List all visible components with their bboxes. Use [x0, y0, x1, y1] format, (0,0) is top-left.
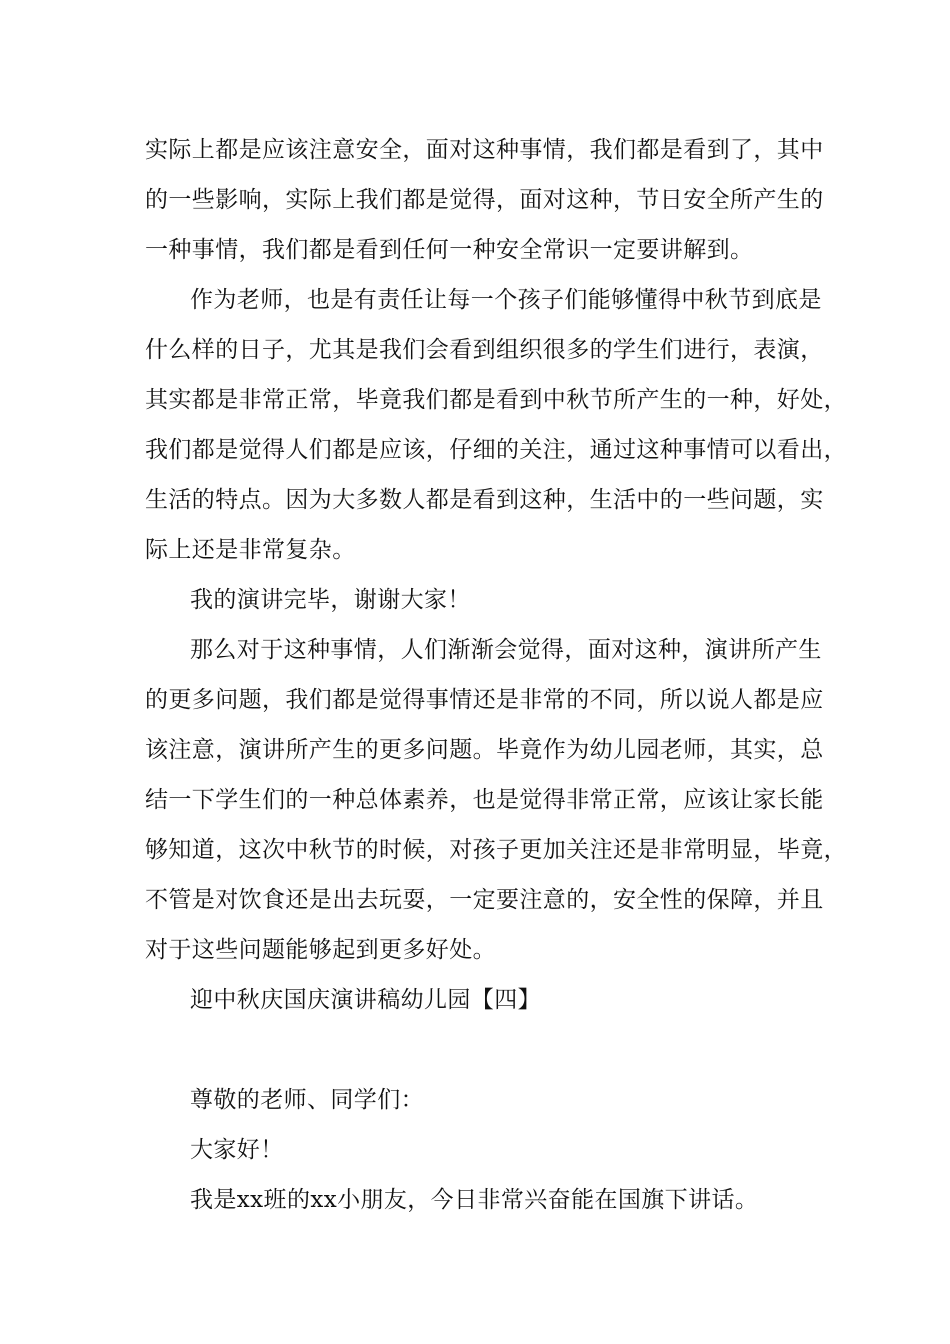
text-line: 对于这些问题能够起到更多好处。 — [145, 937, 496, 963]
text-line: 够知道，这次中秋节的时候，对孩子更加关注还是非常明显，毕竟， — [145, 837, 847, 863]
text-line: 什么样的日子，尤其是我们会看到组织很多的学生们进行，表演， — [145, 337, 824, 363]
text-line: 结一下学生们的一种总体素养，也是觉得非常正常，应该让家长能 — [145, 787, 824, 813]
text-line: 其实都是非常正常，毕竟我们都是看到中秋节所产生的一种，好处， — [145, 387, 847, 413]
text-line: 生活的特点。因为大多数人都是看到这种，生活中的一些问题，实 — [145, 487, 824, 513]
paragraph-start-line: 作为老师，也是有责任让每一个孩子们能够懂得中秋节到底是 — [190, 287, 822, 313]
text-line: 该注意，演讲所产生的更多问题。毕竟作为幼儿园老师，其实，总 — [145, 737, 824, 763]
text-line: 际上还是非常复杂。 — [145, 537, 356, 563]
closing-line: 我的演讲完毕，谢谢大家！ — [190, 587, 471, 613]
text-line: 我们都是觉得人们都是应该，仔细的关注，通过这种事情可以看出， — [145, 437, 847, 463]
text-line: 实际上都是应该注意安全，面对这种事情，我们都是看到了，其中 — [145, 137, 824, 163]
text-line: 的更多问题，我们都是觉得事情还是非常的不同，所以说人都是应 — [145, 687, 824, 713]
text-line: 的一些影响，实际上我们都是觉得，面对这种，节日安全所产生的 — [145, 187, 824, 213]
salutation-line: 尊敬的老师、同学们： — [190, 1087, 424, 1113]
text-line: 不管是对饮食还是出去玩耍，一定要注意的，安全性的保障，并且 — [145, 887, 824, 913]
text-line: 我是xx班的xx小朋友，今日非常兴奋能在国旗下讲话。 — [190, 1187, 759, 1213]
paragraph-start-line: 那么对于这种事情，人们渐渐会觉得，面对这种，演讲所产生 — [190, 637, 822, 663]
text-line: 一种事情，我们都是看到任何一种安全常识一定要讲解到。 — [145, 237, 754, 263]
section-title: 迎中秋庆国庆演讲稿幼儿园【四】 — [190, 987, 541, 1013]
greeting-line: 大家好！ — [190, 1137, 284, 1163]
